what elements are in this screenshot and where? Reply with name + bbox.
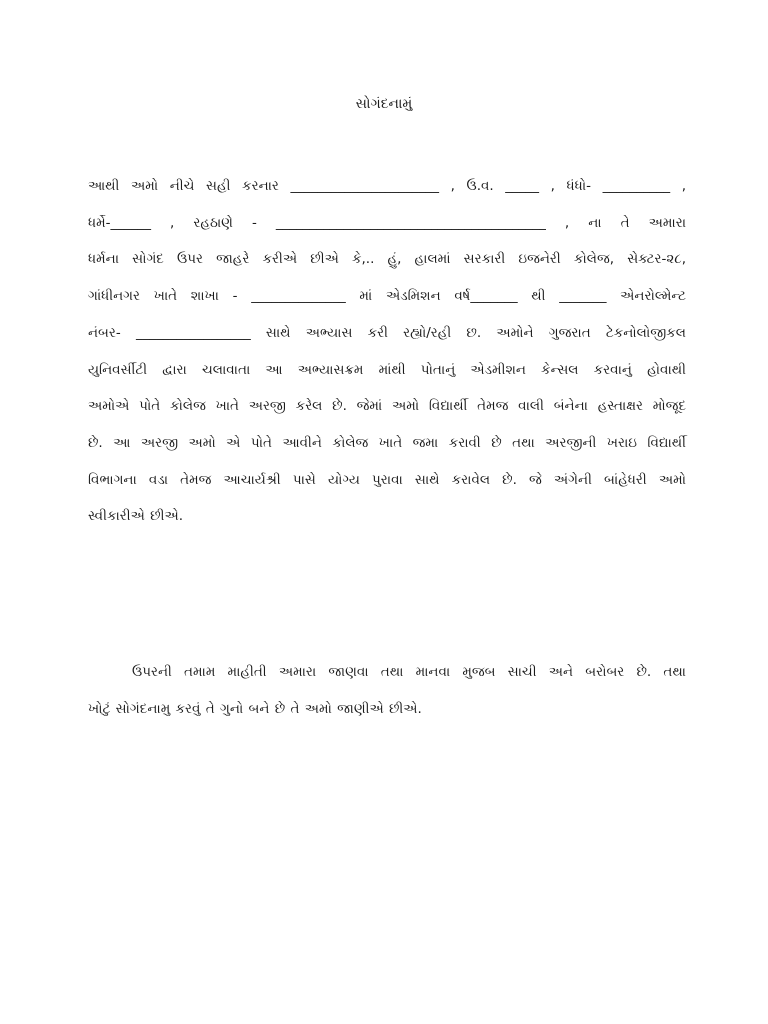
paragraph-affirmation bbox=[88, 654, 686, 727]
paragraph-declaration bbox=[88, 168, 686, 535]
text-line: ઉપરની તમામ માહીતી અમારા જાણવા તથા માનવા મુજબ સાચી અને બરોબર છે. તથા bbox=[132, 664, 686, 680]
text-line: ધર્મના સોગંદ ઉપર જાહરે કરીએ છીએ કે,.. હું, હાલમાં સરકારી ઇજનેરી કોલેજ, સેક્ટર-૨૮, bbox=[88, 251, 686, 268]
text-line: સ્વીકારીએ છીએ. bbox=[88, 508, 183, 525]
text-line: ખોટું સોગંદનામુ કરવું તે ગુનો બને છે તે અમો જાણીએ છીએ. bbox=[88, 700, 422, 717]
page-title: સોગંદનામું bbox=[355, 96, 413, 112]
text-line: યુનિવર્સીટી દ્વારા ચલાવાતા આ અભ્યાસક્રમ માંથી પોતાનું એડમીશન કેન્સલ કરવાનું હોવાથી bbox=[88, 361, 686, 378]
text-line: વિભાગના વડા તેમજ આચાર્યશ્રી પાસે યોગ્ય પુરાવા સાથે કરાવેલ છે. જે અંગેની બાંહેધરી અમો bbox=[88, 471, 686, 488]
text-line: નંબર- _________________ સાથે અભ્યાસ કરી રહ્યો/રહી છ. અમોને ગુજરાત ટેકનોલોજીકલ bbox=[88, 324, 686, 341]
text-line: ધર્મે-______ , રહઠાણે - ________________________________________ , ના તે અમારા bbox=[88, 214, 686, 231]
text-line: છે. આ અરજી અમો એ પોતે આવીને કોલેજ ખાતે જમા કરાવી છે તથા અરજીની ખરાઇ વિદ્યાર્થી bbox=[88, 434, 686, 451]
text-line: અમોએ પોતે કોલેજ ખાતે અરજી કરેલ છે. જેમાં અમો વિદ્યાર્થી તેમજ વાલી બંનેના હસ્તાક્ષર મોજૂદ bbox=[88, 398, 686, 415]
text-line: ગાંધીનગર ખાતે શાખા - ______________ માં એડમિશન વર્ષ_______ થી _______ એનરોલ્મેન્ટ bbox=[88, 288, 686, 305]
text-line: આથી અમો નીચે સહી કરનાર ______________________ , ઉ.વ. _____ , ધંધો- __________ , bbox=[88, 178, 686, 194]
